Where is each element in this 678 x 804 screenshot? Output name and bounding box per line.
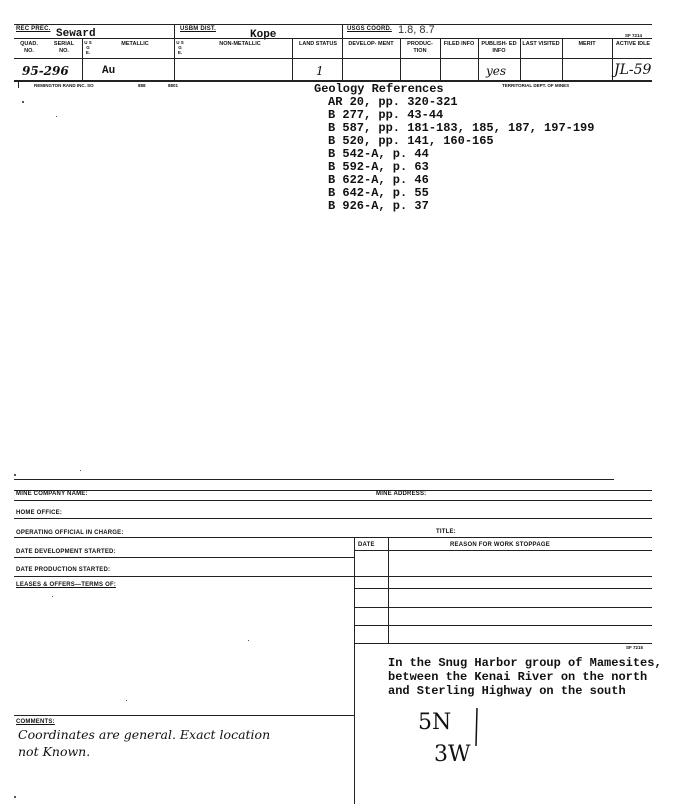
- comment-line: not Known.: [18, 744, 91, 759]
- title-label: TITLE:: [436, 529, 456, 535]
- geology-title: Geology References: [314, 82, 444, 96]
- geology-ref: B 592-A, p. 63: [328, 160, 429, 174]
- published-info-value: yes: [486, 64, 507, 78]
- quad-serial-value: 95-296: [22, 64, 69, 78]
- mine-address-label: MINE ADDRESS:: [376, 491, 427, 497]
- col-development: DEVELOP- MENT: [348, 41, 394, 47]
- printer-imprint: REMINGTON RAND INC. SO: [34, 83, 94, 88]
- col-metallic: METALLIC: [121, 41, 149, 47]
- form-number-top: SF 7214: [625, 33, 643, 38]
- geology-ref: B 520, pp. 141, 160-165: [328, 134, 494, 148]
- col-production: PRODUC- TION: [407, 41, 433, 54]
- location-line: between the Kenai River on the north: [388, 670, 648, 684]
- usgs-coord-label: USGS COORD.: [347, 26, 392, 32]
- usbm-dist-value: Kope: [250, 29, 277, 41]
- form-code-1: 888: [138, 83, 146, 88]
- usbm-dist-label: USBM DIST.: [180, 26, 217, 32]
- col-usge-2: U S G E.: [176, 40, 184, 55]
- active-idle-value: JL-59: [614, 62, 652, 78]
- col-last-visited: LAST VISITED: [522, 41, 560, 47]
- home-office-label: HOME OFFICE:: [16, 510, 63, 516]
- land-status-value: 1: [316, 64, 324, 78]
- comment-line: Coordinates are general. Exact location: [18, 727, 271, 742]
- mine-company-name-label: MINE COMPANY NAME:: [16, 491, 88, 497]
- range-value: 3W: [434, 742, 471, 767]
- geology-ref: B 622-A, p. 46: [328, 173, 429, 187]
- col-published-info: PUBLISH- ED INFO: [481, 41, 517, 54]
- col-non-metallic: NON-METALLIC: [219, 41, 261, 47]
- geology-ref: B 587, pp. 181-183, 185, 187, 197-199: [328, 121, 595, 135]
- col-serial-no: SERIAL NO.: [53, 41, 75, 54]
- location-line: and Sterling Highway on the south: [388, 684, 626, 698]
- operating-official-label: OPERATING OFFICIAL IN CHARGE:: [16, 530, 124, 536]
- col-land-status: LAND STATUS: [299, 41, 337, 47]
- col-quad-no: QUAD. NO.: [20, 41, 38, 54]
- col-filed-info: FILED INFO: [443, 41, 475, 47]
- geology-ref: AR 20, pp. 320-321: [328, 95, 458, 109]
- date-col-header: DATE: [358, 542, 375, 548]
- geology-ref: B 926-A, p. 37: [328, 199, 429, 213]
- territorial-dept: TERRITORIAL DEPT. OF MINES: [502, 83, 570, 88]
- col-merit: MERIT: [578, 41, 596, 47]
- rec-prec-value: Seward: [56, 28, 96, 40]
- handwritten-stroke: [470, 706, 484, 750]
- form-code-2: 8801: [168, 83, 179, 88]
- date-prod-started-label: DATE PRODUCTION STARTED:: [16, 567, 111, 573]
- leases-label: LEASES & OFFERS—TERMS OF:: [16, 582, 117, 588]
- township-value: 5N: [418, 710, 452, 735]
- geology-ref: B 277, pp. 43-44: [328, 108, 444, 122]
- comments-label: COMMENTS:: [16, 719, 55, 725]
- col-active-idle: ACTIVE IDLE: [615, 41, 651, 47]
- geology-ref: B 542-A, p. 44: [328, 147, 429, 161]
- metallic-value: Au: [102, 65, 116, 77]
- usgs-coord-value: 1.8, 8.7: [398, 24, 435, 36]
- location-line: In the Snug Harbor group of Mamesites,: [388, 656, 662, 670]
- form-number-bottom: SF 7215: [626, 645, 644, 650]
- geology-ref: B 642-A, p. 55: [328, 186, 429, 200]
- date-dev-started-label: DATE DEVELOPMENT STARTED:: [16, 549, 116, 555]
- col-usge-1: U S G E.: [84, 40, 92, 55]
- reason-col-header: REASON FOR WORK STOPPAGE: [450, 542, 550, 548]
- rec-prec-label: REC PREC.: [16, 26, 51, 32]
